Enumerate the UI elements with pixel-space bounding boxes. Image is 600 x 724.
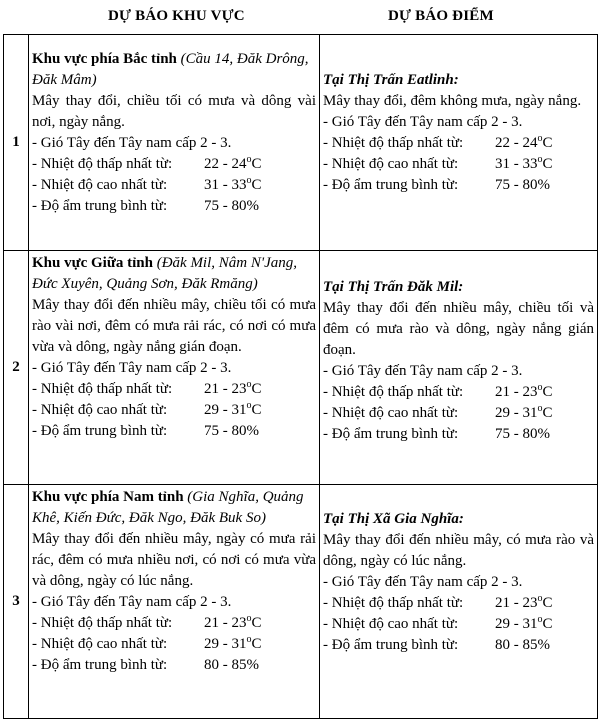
region-title: Khu vực phía Bắc tỉnh (Cầu 14, Đăk Drông, Đăk Mâm) (32, 51, 309, 88)
regional-forecast-cell (29, 35, 320, 251)
wind-line: - Gió Tây đến Tây nam cấp 2 - 3. (323, 574, 523, 590)
temp-min-line: - Nhiệt độ thấp nhất từ: 21 - 23$^o$C (323, 593, 553, 611)
humidity-line: - Độ ẩm trung bình từ: 80 - 85% (32, 657, 259, 673)
regional-forecast-cell (29, 485, 320, 719)
temp-min-line: - Nhiệt độ thấp nhất từ: 21 - 23$^o$C (32, 613, 262, 631)
row-number: 3 (4, 485, 29, 719)
region-title: Khu vực Giữa tỉnh (Đăk Mil, Nâm N'Jang, Đức Xuyên, Quảng Sơn, Đăk Rmăng) (32, 255, 297, 292)
humidity-line: - Độ ẩm trung bình từ: 80 - 85% (323, 637, 550, 653)
point-description: Mây thay đổi đến nhiều mây, chiều tối và đêm có mưa rào và dông, ngày nắng gián đoạn. (323, 300, 594, 358)
point-forecast-cell (320, 485, 598, 719)
temp-max-line: - Nhiệt độ cao nhất từ: 29 - 31$^o$C (32, 634, 262, 652)
point-description: Mây thay đổi, đêm không mưa, ngày nắng. (323, 93, 582, 109)
temp-min-line: - Nhiệt độ thấp nhất từ: 22 - 24$^o$C (323, 133, 553, 151)
row-number: 2 (4, 251, 29, 485)
header-point-forecast: DỰ BÁO ĐIỂM (388, 8, 494, 24)
temp-max-line: - Nhiệt độ cao nhất từ: 31 - 33$^o$C (32, 175, 262, 193)
header-regional-forecast: DỰ BÁO KHU VỰC (108, 8, 245, 24)
humidity-line: - Độ ẩm trung bình từ: 75 - 80% (323, 177, 550, 193)
humidity-line: - Độ ẩm trung bình từ: 75 - 80% (32, 198, 259, 214)
region-description: Mây thay đổi đến nhiều mây, ngày có mưa rải rác, đêm có mưa nhiều nơi, có nơi có mưa vừa và dông, ngày có lúc nắng. (32, 531, 316, 589)
humidity-line: - Độ ẩm trung bình từ: 75 - 80% (32, 423, 259, 439)
table-row (4, 35, 598, 251)
point-description: Mây thay đổi đến nhiều mây, có mưa rào và dông, ngày có lúc nắng. (323, 532, 594, 569)
humidity-line: - Độ ẩm trung bình từ: 75 - 80% (323, 426, 550, 442)
region-description: Mây thay đổi đến nhiều mây, chiều tối có mưa rào vài nơi, đêm có mưa rải rác, có nơi có mưa vừa và dông, ngày nắng gián đoạn. (32, 297, 316, 355)
temp-min-line: - Nhiệt độ thấp nhất từ: 21 - 23$^o$C (32, 379, 262, 397)
point-forecast-cell (320, 251, 598, 485)
point-title: Tại Thị Xã Gia Nghĩa: (323, 511, 464, 527)
table-row (4, 251, 598, 485)
region-description: Mây thay đổi, chiều tối có mưa và dông vài nơi, ngày nắng. (32, 93, 316, 130)
temp-max-line: - Nhiệt độ cao nhất từ: 29 - 31$^o$C (323, 403, 553, 421)
temp-max-line: - Nhiệt độ cao nhất từ: 29 - 31$^o$C (32, 400, 262, 418)
forecast-table (3, 34, 598, 719)
wind-line: - Gió Tây đến Tây nam cấp 2 - 3. (323, 363, 523, 379)
temp-max-line: - Nhiệt độ cao nhất từ: 29 - 31$^o$C (323, 614, 553, 632)
table-headers (0, 0, 600, 34)
wind-line: - Gió Tây đến Tây nam cấp 2 - 3. (32, 360, 232, 376)
table-row (4, 485, 598, 719)
temp-max-line: - Nhiệt độ cao nhất từ: 31 - 33$^o$C (323, 154, 553, 172)
wind-line: - Gió Tây đến Tây nam cấp 2 - 3. (323, 114, 523, 130)
point-title: Tại Thị Trấn Đăk Mil: (323, 279, 464, 295)
wind-line: - Gió Tây đến Tây nam cấp 2 - 3. (32, 594, 232, 610)
point-forecast-cell (320, 35, 598, 251)
temp-min-line: - Nhiệt độ thấp nhất từ: 21 - 23$^o$C (323, 382, 553, 400)
point-title: Tại Thị Trấn Eatlinh: (323, 72, 459, 88)
temp-min-line: - Nhiệt độ thấp nhất từ: 22 - 24$^o$C (32, 154, 262, 172)
wind-line: - Gió Tây đến Tây nam cấp 2 - 3. (32, 135, 232, 151)
row-number: 1 (4, 35, 29, 251)
region-title: Khu vực phía Nam tỉnh (Gia Nghĩa, Quảng Khê, Kiến Đức, Đăk Ngo, Đăk Buk So) (32, 489, 304, 526)
regional-forecast-cell (29, 251, 320, 485)
